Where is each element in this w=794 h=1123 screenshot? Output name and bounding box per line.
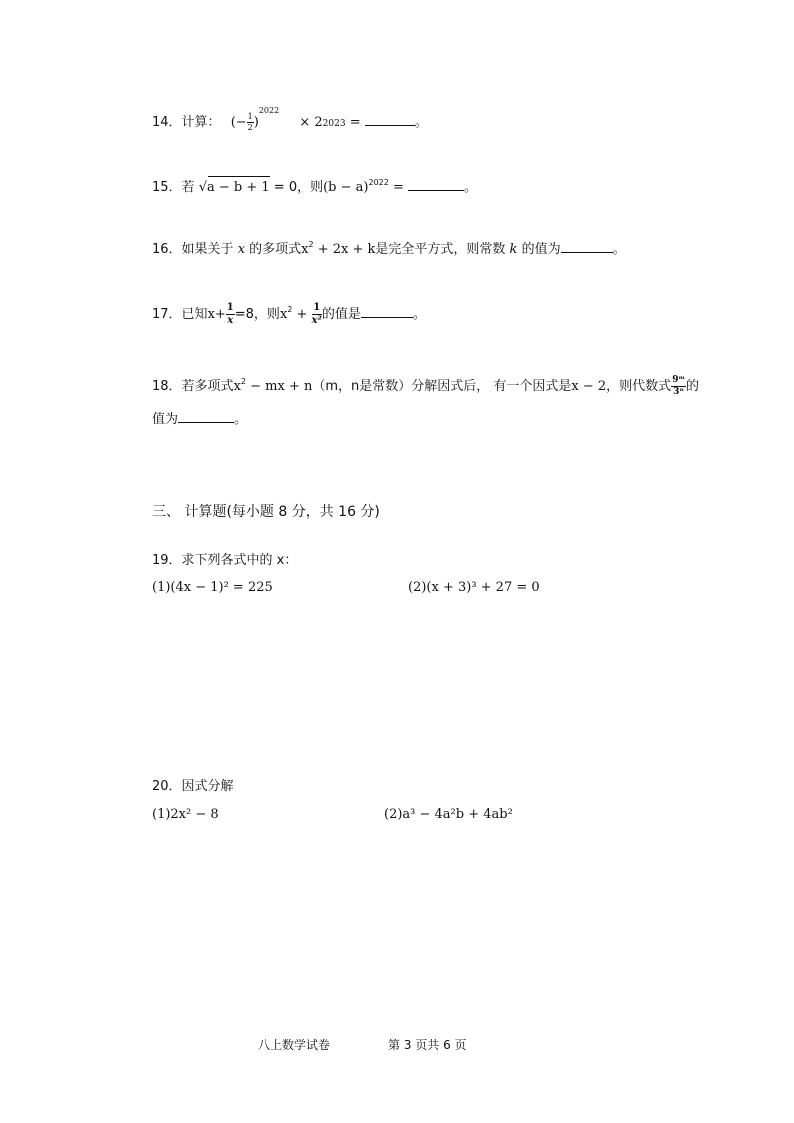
question-18-line-2: 值为 。 bbox=[152, 408, 247, 430]
fraction: $\frac{\text{9ᵐ}}{\text{3ⁿ}}$ bbox=[672, 375, 686, 397]
question-text: ．计算： bbox=[168, 115, 221, 130]
question-15: 15．若 √ a − b + 1 = 0，则$(b - a)^{2022}$ = 。 bbox=[152, 176, 477, 198]
question-19-part-2: (2)(x + 3)³ + 27 = 0 bbox=[408, 580, 540, 595]
answer-blank[interactable] bbox=[365, 111, 415, 126]
fraction: $\frac{1}{x}$ bbox=[226, 302, 234, 326]
question-number: 18 bbox=[152, 379, 169, 394]
answer-blank[interactable] bbox=[408, 176, 464, 191]
question-16: 16．如果关于 x 的多项式$x^2 + 2x + k$是完全平方式，则常数 k 的值为 。 bbox=[152, 240, 626, 257]
page-number: 第 3 页共 6 页 bbox=[388, 1038, 467, 1052]
fraction: $\frac{1}{2}$ bbox=[247, 112, 253, 132]
question-19-part-1: (1)(4x − 1)² = 225 bbox=[152, 580, 273, 595]
square-root: √ a − b + 1 bbox=[199, 178, 270, 198]
question-number: 14 bbox=[152, 115, 169, 130]
question-20-part-2: (2)a³ − 4a²b + 4ab² bbox=[384, 807, 513, 822]
answer-blank[interactable] bbox=[178, 408, 234, 423]
answer-blank[interactable] bbox=[361, 303, 413, 318]
math-expression: (− $\frac{1}{2}$ )$^{2022}$ × 22023 = bbox=[230, 106, 361, 132]
footer-title: 八上数学试卷 bbox=[258, 1038, 331, 1052]
question-20-part-1: (1)2x² − 8 bbox=[152, 807, 219, 822]
answer-blank[interactable] bbox=[561, 238, 613, 253]
question-number: 16 bbox=[152, 242, 169, 257]
question-number: 17 bbox=[152, 307, 169, 322]
fraction: $\frac{1}{\text{x²}}$ bbox=[311, 302, 322, 326]
question-18: 18．若多项式$x^2$ − mx + n（m，n是常数）分解因式后， 有一个因式是x − 2，则代数式 $\frac{\text{9ᵐ}}{\text{3ⁿ}}$ 的 bbox=[152, 375, 700, 397]
question-number: 15 bbox=[152, 180, 169, 195]
question-14: 14．计算： (− $\frac{1}{2}$ )$^{2022}$ × 22023 = 。 bbox=[152, 106, 428, 132]
question-17: 17．已知x+ $\frac{1}{x}$ =8，则$x^2$ + $\frac{1}{\text{x²}}$ 的值是 。 bbox=[152, 302, 426, 326]
question-20-title: 20．因式分解 bbox=[152, 779, 234, 794]
question-19-title: 19．求下列各式中的 x： bbox=[152, 553, 298, 568]
section-heading: 三、 计算题(每小题 8 分，共 16 分) bbox=[152, 504, 380, 520]
